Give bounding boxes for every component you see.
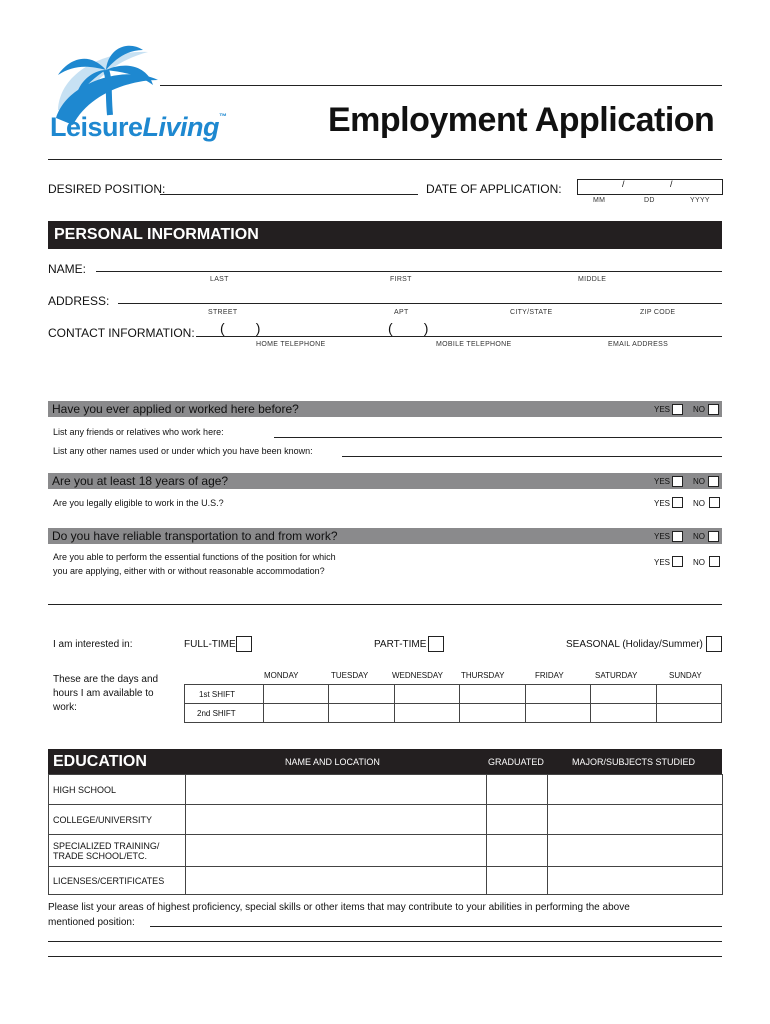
q2-yes-label: YES bbox=[654, 477, 671, 486]
q2a-no-checkbox[interactable] bbox=[709, 497, 720, 508]
shift-cell[interactable] bbox=[264, 685, 329, 704]
brand-name bbox=[50, 112, 227, 143]
date-field[interactable] bbox=[577, 179, 723, 195]
part-time-checkbox[interactable] bbox=[428, 636, 444, 652]
edu-major-cell[interactable] bbox=[548, 835, 723, 867]
q2a-yes-checkbox[interactable] bbox=[672, 497, 683, 508]
mobile-phone-paren: ( ) bbox=[388, 320, 429, 336]
q3-yes-checkbox[interactable] bbox=[672, 531, 683, 542]
education-header bbox=[48, 749, 722, 774]
name-last-label: LAST bbox=[210, 276, 229, 283]
days-label-line3: work: bbox=[53, 702, 77, 713]
edu-grad-cell[interactable] bbox=[487, 835, 548, 867]
shift-cell[interactable] bbox=[394, 685, 459, 704]
brand-trademark: ™ bbox=[219, 112, 227, 121]
edu-major-cell[interactable] bbox=[548, 775, 723, 805]
edu-row-college: COLLEGE/UNIVERSITY bbox=[49, 805, 186, 835]
skills-field-line2[interactable] bbox=[48, 941, 722, 942]
shift-grid bbox=[184, 684, 722, 723]
q3a-yes-label: YES bbox=[654, 558, 671, 567]
q2-no-label: NO bbox=[693, 477, 705, 486]
shift-cell[interactable] bbox=[264, 704, 329, 723]
edu-name-cell[interactable] bbox=[186, 775, 487, 805]
full-time-checkbox[interactable] bbox=[236, 636, 252, 652]
day-thursday: THURSDAY bbox=[461, 671, 505, 680]
q2a-no-label: NO bbox=[693, 499, 705, 508]
q1-yes-label: YES bbox=[654, 405, 671, 414]
skills-field-line3[interactable] bbox=[48, 956, 722, 957]
education-row bbox=[49, 835, 723, 867]
edu-row-training-line2: TRADE SCHOOL/ETC. bbox=[53, 850, 148, 861]
name-first-label: FIRST bbox=[390, 276, 412, 283]
name-middle-label: MIDDLE bbox=[578, 276, 607, 283]
edu-name-cell[interactable] bbox=[186, 835, 487, 867]
seasonal-label: SEASONAL (Holiday/Summer) bbox=[566, 639, 703, 650]
skills-field-line1[interactable] bbox=[150, 926, 722, 927]
question-transportation bbox=[48, 528, 722, 544]
address-street-label: STREET bbox=[208, 309, 238, 316]
education-col-name: NAME AND LOCATION bbox=[285, 757, 380, 767]
desired-position-field[interactable] bbox=[160, 194, 418, 195]
question-transportation-text: Do you have reliable transportation to and from work? bbox=[52, 529, 338, 543]
q3a-yes-checkbox[interactable] bbox=[672, 556, 683, 567]
shift-cell[interactable] bbox=[656, 685, 721, 704]
home-phone-paren: ( ) bbox=[220, 320, 261, 336]
question-applied-before bbox=[48, 401, 722, 417]
edu-row-training bbox=[49, 835, 186, 867]
day-sunday: SUNDAY bbox=[669, 671, 702, 680]
day-monday: MONDAY bbox=[264, 671, 299, 680]
edu-grad-cell[interactable] bbox=[487, 867, 548, 895]
q1-no-checkbox[interactable] bbox=[708, 404, 719, 415]
shift-cell[interactable] bbox=[525, 704, 590, 723]
relatives-field[interactable] bbox=[274, 437, 722, 438]
shift-cell[interactable] bbox=[329, 685, 394, 704]
interested-label: I am interested in: bbox=[53, 639, 133, 650]
name-field[interactable] bbox=[96, 271, 722, 272]
edu-grad-cell[interactable] bbox=[487, 775, 548, 805]
full-time-label: FULL-TIME bbox=[184, 639, 236, 650]
mobile-phone-label: MOBILE TELEPHONE bbox=[436, 341, 512, 348]
edu-name-cell[interactable] bbox=[186, 805, 487, 835]
personal-info-heading: PERSONAL INFORMATION bbox=[54, 226, 259, 243]
q3-no-label: NO bbox=[693, 532, 705, 541]
shift-cell[interactable] bbox=[329, 704, 394, 723]
edu-grad-cell[interactable] bbox=[487, 805, 548, 835]
q3a-no-label: NO bbox=[693, 558, 705, 567]
date-sep-1: / bbox=[622, 179, 625, 189]
brand-logo bbox=[48, 40, 248, 150]
edu-row-licenses: LICENSES/CERTIFICATES bbox=[49, 867, 186, 895]
days-label-line2: hours I am available to bbox=[53, 688, 154, 699]
day-wednesday: WEDNESDAY bbox=[392, 671, 443, 680]
date-dd-label: DD bbox=[644, 197, 655, 204]
education-row bbox=[49, 775, 723, 805]
q2-yes-checkbox[interactable] bbox=[672, 476, 683, 487]
essential-functions-line1: Are you able to perform the essential functions of the position for which bbox=[53, 552, 336, 562]
shift-cell[interactable] bbox=[394, 704, 459, 723]
days-label-line1: These are the days and bbox=[53, 674, 159, 685]
education-table bbox=[48, 774, 723, 895]
address-label: ADDRESS: bbox=[48, 294, 110, 308]
brand-name-part2: Living bbox=[142, 112, 220, 142]
q3-yes-label: YES bbox=[654, 532, 671, 541]
education-row bbox=[49, 867, 723, 895]
shift-cell[interactable] bbox=[591, 685, 656, 704]
personal-info-header bbox=[48, 221, 722, 249]
relatives-label: List any friends or relatives who work here: bbox=[53, 427, 224, 437]
day-tuesday: TUESDAY bbox=[331, 671, 369, 680]
q1-yes-checkbox[interactable] bbox=[672, 404, 683, 415]
shift-cell[interactable] bbox=[460, 704, 525, 723]
contact-label: CONTACT INFORMATION: bbox=[48, 326, 195, 340]
shift-cell[interactable] bbox=[656, 704, 721, 723]
shift-row-1 bbox=[185, 685, 722, 704]
edu-row-high-school: HIGH SCHOOL bbox=[49, 775, 186, 805]
education-row bbox=[49, 805, 723, 835]
other-names-field[interactable] bbox=[342, 456, 722, 457]
title-bottom-rule bbox=[48, 159, 722, 160]
address-field[interactable] bbox=[118, 303, 722, 304]
date-sep-2: / bbox=[670, 179, 673, 189]
shift-row-2 bbox=[185, 704, 722, 723]
shift-cell[interactable] bbox=[460, 685, 525, 704]
name-label: NAME: bbox=[48, 262, 87, 276]
skills-prompt-line1: Please list your areas of highest proficiency, special skills or other items that may contribute to your abilities in performing the above bbox=[48, 902, 630, 913]
other-names-label: List any other names used or under which you have been known: bbox=[53, 446, 313, 456]
part-time-label: PART-TIME bbox=[374, 639, 427, 650]
section-divider bbox=[48, 604, 722, 605]
shift-label-1: 1st SHIFT bbox=[185, 685, 264, 704]
day-friday: FRIDAY bbox=[535, 671, 564, 680]
q3-no-checkbox[interactable] bbox=[708, 531, 719, 542]
date-label: DATE OF APPLICATION: bbox=[426, 182, 562, 196]
q2a-yes-label: YES bbox=[654, 499, 671, 508]
day-saturday: SATURDAY bbox=[595, 671, 638, 680]
shift-label-2: 2nd SHIFT bbox=[185, 704, 264, 723]
q1-no-label: NO bbox=[693, 405, 705, 414]
address-city-label: CITY/STATE bbox=[510, 309, 553, 316]
page-title: Employment Application bbox=[328, 101, 715, 139]
q3a-no-checkbox[interactable] bbox=[709, 556, 720, 567]
edu-major-cell[interactable] bbox=[548, 867, 723, 895]
email-label: EMAIL ADDRESS bbox=[608, 341, 669, 348]
shift-cell[interactable] bbox=[591, 704, 656, 723]
essential-functions-line2: you are applying, either with or without reasonable accommodation? bbox=[53, 566, 325, 576]
edu-major-cell[interactable] bbox=[548, 805, 723, 835]
address-zip-label: ZIP CODE bbox=[640, 309, 676, 316]
date-yyyy-label: YYYY bbox=[690, 197, 710, 204]
date-mm-label: MM bbox=[593, 197, 606, 204]
education-col-grad: GRADUATED bbox=[488, 757, 544, 767]
edu-row-training-line1: SPECIALIZED TRAINING/ bbox=[53, 840, 160, 851]
edu-name-cell[interactable] bbox=[186, 867, 487, 895]
q2-no-checkbox[interactable] bbox=[708, 476, 719, 487]
question-applied-before-text: Have you ever applied or worked here before? bbox=[52, 402, 299, 416]
education-col-major: MAJOR/SUBJECTS STUDIED bbox=[572, 757, 696, 767]
skills-prompt-line2: mentioned position: bbox=[48, 917, 135, 928]
question-age-text: Are you at least 18 years of age? bbox=[52, 474, 229, 488]
seasonal-checkbox[interactable] bbox=[706, 636, 722, 652]
education-heading: EDUCATION bbox=[53, 753, 147, 770]
eligible-label: Are you legally eligible to work in the U.S.? bbox=[53, 498, 224, 508]
brand-name-part1: Leisure bbox=[50, 112, 143, 142]
shift-cell[interactable] bbox=[525, 685, 590, 704]
address-apt-label: APT bbox=[394, 309, 409, 316]
title-top-rule bbox=[160, 85, 722, 86]
desired-position-label: DESIRED POSITION: bbox=[48, 182, 166, 196]
contact-field[interactable] bbox=[196, 336, 722, 337]
home-phone-label: HOME TELEPHONE bbox=[256, 341, 326, 348]
question-age bbox=[48, 473, 722, 489]
